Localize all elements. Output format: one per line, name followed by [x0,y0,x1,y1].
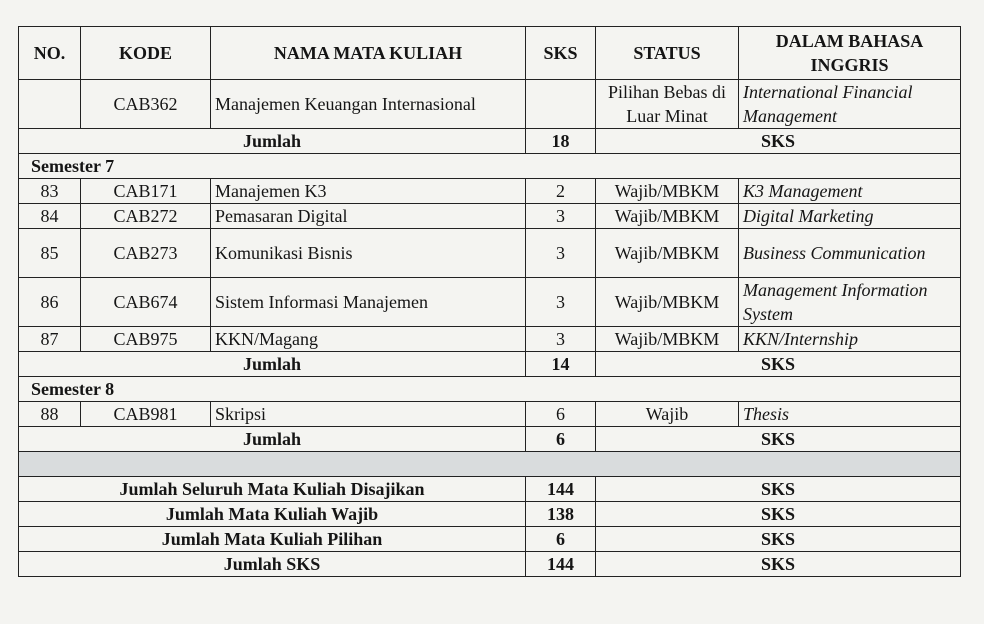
summary-row [19,527,961,552]
subtotal-unit: SKS [596,352,961,377]
subtotal-sks: 18 [526,129,596,154]
curriculum-table [18,26,961,577]
row-sks: 3 [526,204,596,229]
summary-sks: 6 [526,527,596,552]
header-kode: KODE [81,27,211,80]
header-row [19,27,961,80]
subtotal-unit: SKS [596,129,961,154]
row-kode: CAB975 [81,327,211,352]
subtotal-sks: 6 [526,427,596,452]
summary-sks: 138 [526,502,596,527]
row-kode: CAB981 [81,402,211,427]
row-nama: Manajemen Keuangan Internasional [211,80,526,129]
subtotal-row [19,129,961,154]
row-sks: 6 [526,402,596,427]
semester-heading-row [19,377,961,402]
row-nama: Manajemen K3 [211,179,526,204]
row-nama: KKN/Magang [211,327,526,352]
subtotal-label: Jumlah [19,129,526,154]
row-status: Wajib/MBKM [596,229,739,278]
summary-unit: SKS [596,527,961,552]
table-row [19,80,961,129]
summary-row [19,477,961,502]
row-nama: Skripsi [211,402,526,427]
table-row [19,402,961,427]
semester-8-title: Semester 8 [19,377,961,402]
header-status: STATUS [596,27,739,80]
row-inggris: Digital Marketing [739,204,961,229]
row-status: Wajib/MBKM [596,327,739,352]
header-nama: NAMA MATA KULIAH [211,27,526,80]
row-inggris: Management Information System [739,278,961,327]
subtotal-row [19,352,961,377]
summary-unit: SKS [596,502,961,527]
row-no: 85 [19,229,81,278]
row-sks: 3 [526,278,596,327]
row-kode: CAB273 [81,229,211,278]
row-inggris: KKN/Internship [739,327,961,352]
summary-label: Jumlah Mata Kuliah Wajib [19,502,526,527]
row-no [19,80,81,129]
row-no: 88 [19,402,81,427]
row-nama: Komunikasi Bisnis [211,229,526,278]
row-kode: CAB272 [81,204,211,229]
row-no: 87 [19,327,81,352]
header-sks: SKS [526,27,596,80]
summary-sks: 144 [526,552,596,577]
row-nama: Sistem Informasi Manajemen [211,278,526,327]
row-status: Wajib/MBKM [596,179,739,204]
row-inggris: Thesis [739,402,961,427]
summary-row [19,502,961,527]
subtotal-label: Jumlah [19,352,526,377]
subtotal-sks: 14 [526,352,596,377]
semester-heading-row [19,154,961,179]
row-sks: 3 [526,327,596,352]
row-inggris: International Financial Management [739,80,961,129]
subtotal-unit: SKS [596,427,961,452]
table-row [19,229,961,278]
summary-unit: SKS [596,552,961,577]
row-status: Wajib [596,402,739,427]
table-row [19,179,961,204]
table-row [19,327,961,352]
row-status: Wajib/MBKM [596,204,739,229]
header-no: NO. [19,27,81,80]
row-status: Wajib/MBKM [596,278,739,327]
header-inggris: DALAM BAHASA INGGRIS [739,27,961,80]
row-inggris: K3 Management [739,179,961,204]
row-kode: CAB362 [81,80,211,129]
summary-label: Jumlah SKS [19,552,526,577]
row-no: 83 [19,179,81,204]
row-sks: 3 [526,229,596,278]
separator-cell [19,452,961,477]
row-no: 84 [19,204,81,229]
row-no: 86 [19,278,81,327]
row-nama: Pemasaran Digital [211,204,526,229]
row-kode: CAB171 [81,179,211,204]
summary-label: Jumlah Seluruh Mata Kuliah Disajikan [19,477,526,502]
summary-label: Jumlah Mata Kuliah Pilihan [19,527,526,552]
separator-band [19,452,961,477]
semester-7-title: Semester 7 [19,154,961,179]
subtotal-label: Jumlah [19,427,526,452]
summary-row [19,552,961,577]
row-status: Pilihan Bebas di Luar Minat [596,80,739,129]
table-row [19,204,961,229]
subtotal-row [19,427,961,452]
table-row [19,278,961,327]
row-sks: 2 [526,179,596,204]
row-kode: CAB674 [81,278,211,327]
row-sks [526,80,596,129]
summary-unit: SKS [596,477,961,502]
summary-sks: 144 [526,477,596,502]
row-inggris: Business Communication [739,229,961,278]
